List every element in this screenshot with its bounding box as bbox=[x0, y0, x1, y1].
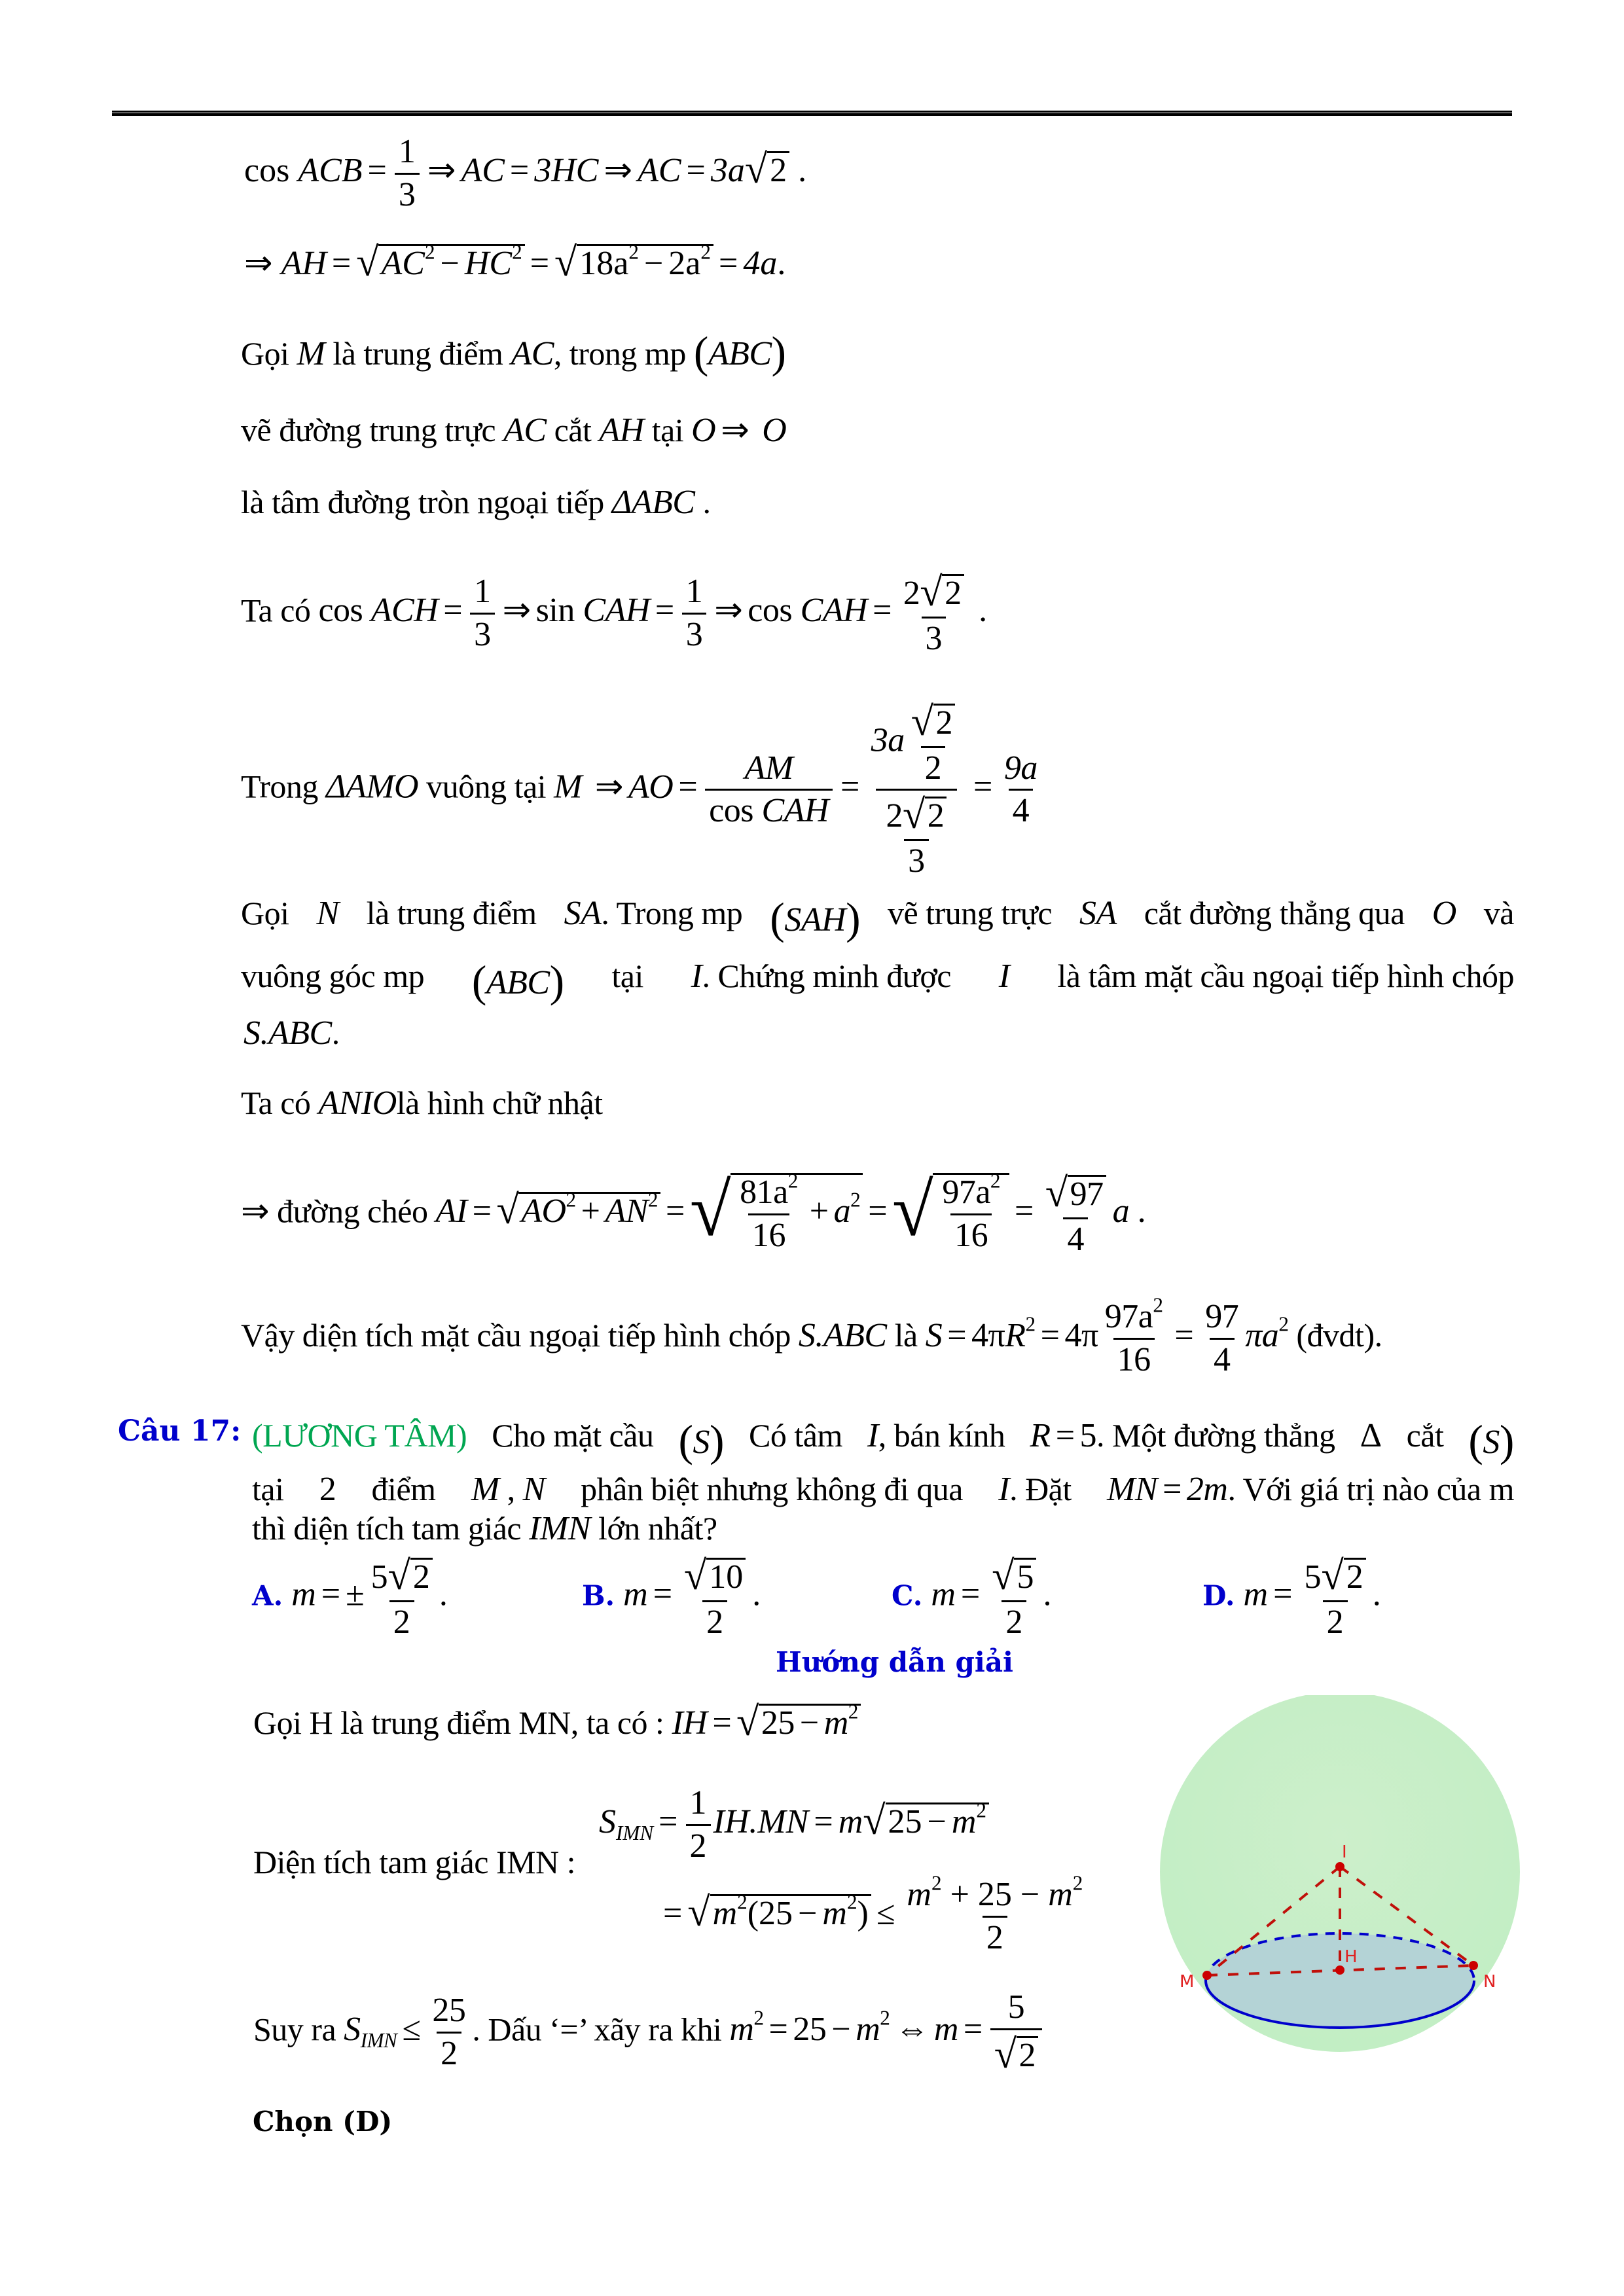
point-i bbox=[1335, 1862, 1344, 1871]
question-line-1: (LƯƠNG TÂM) Cho mặt cầu (S) Có tâm I, bán kính R = 5. Một đường thẳng Δ cắt (S) bbox=[252, 1416, 1514, 1465]
equation-ta-co-cos: Ta có cos ACH = $\frac{1}{3}$ ⇒ sin CAH = $\frac{1}{3}$ ⇒ cos CAH = $\frac{2√2}{3}$ . bbox=[241, 569, 987, 657]
point-n bbox=[1469, 1961, 1478, 1970]
header-rule-top bbox=[112, 111, 1512, 113]
label-m: M bbox=[1180, 1972, 1195, 1992]
solution-area-formula: $S_{IMN}$ = $\frac{1}{2}$ $IH.MN = m√25 - m^2$ bbox=[599, 1785, 989, 1864]
point-m bbox=[1202, 1971, 1212, 1980]
equation-cos-acb: cos ACB = $\frac{1}{3}$ ⇒ AC = 3HC ⇒ AC = 3a√2 . bbox=[244, 133, 807, 213]
label-i: I bbox=[1342, 1842, 1347, 1862]
question-line-2: tại 2 điểm M , N phân biệt nhưng không đi qua I. Đặt MN = 2m. Với giá trị nào của m bbox=[252, 1471, 1514, 1508]
question-label: Câu 17: bbox=[118, 1414, 242, 1448]
equation-sphere-area: Vậy diện tích mặt cầu ngoại tiếp hình chóp S.ABC là $S = 4\pi R^2 = 4\pi$ $\frac{97a^2}{16}$ = $\frac{97}{4}$ $\pi a^2$ (đvdt). bbox=[241, 1293, 1382, 1378]
equation-ai: ⇒ đường chéo AI = $√AO^2 + AN^2$ =√ $\frac{81a^2}{16}$ + $a^2$ =√ $\frac{97a^2}{16}$ = $\frac{√97}{4}$ a . bbox=[241, 1168, 1146, 1258]
header-rule-bottom bbox=[112, 113, 1512, 116]
question-line-3: thì diện tích tam giác IMN lớn nhất? bbox=[252, 1510, 717, 1547]
text-vuong-goc: vuông góc mp (ABC) tại I. Chứng minh được I là tâm mặt cầu ngoại tiếp hình chóp bbox=[241, 957, 1514, 1006]
point-h bbox=[1335, 1965, 1344, 1975]
solution-ih: Gọi H là trung điểm MN, ta có : IH = $√25 - m^2$ bbox=[253, 1702, 861, 1742]
solution-am-gm: = $√m^2(25 - m^2)$ ≤ $\frac{m^2 + 25 - m^2}{2}$ bbox=[663, 1871, 1083, 1956]
text-sabc: S.ABC. bbox=[244, 1014, 340, 1052]
text-goi-m: Gọi M là trung điểm AC, trong mp (ABC) bbox=[241, 328, 786, 377]
option-b[interactable]: B. m = $\frac{√10}{2}$ . bbox=[582, 1553, 761, 1641]
label-h: H bbox=[1344, 1947, 1358, 1967]
label-n: N bbox=[1483, 1972, 1496, 1992]
text-perpendicular-bisector: vẽ đường trung trực AC cắt AH tại O ⇒ O bbox=[241, 412, 787, 449]
sphere-diagram bbox=[1152, 1695, 1558, 2062]
equation-ah: ⇒ AH = $√AC^2 - HC^2 = √18a^2 - 2a^2 = 4a$. bbox=[244, 240, 786, 285]
option-c[interactable]: C. m = $\frac{√5}{2}$ . bbox=[892, 1553, 1052, 1641]
answer-choice: Chọn (D) bbox=[253, 2106, 393, 2138]
text-anio-rectangle: Ta có ANIOlà hình chữ nhật bbox=[241, 1085, 603, 1122]
equation-ao: Trong ΔAMO vuông tại M ⇒ AO = $\frac{AM}{\text{cos CAH}}$ = 3a $\frac{√2}{2}$ $\frac{2√2}{3}$ = $\frac{9a}{4}$ bbox=[241, 699, 1038, 880]
solution-area-label: Diện tích tam giác IMN : bbox=[253, 1844, 576, 1880]
option-d[interactable]: D. m = $\frac{5√2}{2}$ . bbox=[1202, 1553, 1381, 1641]
solution-conclusion: Suy ra $S_{IMN}$ ≤ $\frac{25}{2}$ . Dấu ‘=’ xãy ra khi $m^2 = 25 - m^2$ ⇔ m = $\frac{5}{√2}$ bbox=[253, 1990, 1045, 2075]
solution-heading: Hướng dẫn giải bbox=[776, 1646, 1013, 1678]
text-goi-n: Gọi N là trung điểm SA. Trong mp (SAH) vẽ trung trực SA cắt đường thẳng qua O và bbox=[241, 894, 1514, 943]
text-circumcenter: là tâm đường tròn ngoại tiếp ΔABC . bbox=[241, 484, 711, 521]
sphere-figure-svg bbox=[1152, 1695, 1558, 2062]
option-a[interactable]: A. m = ± $\frac{5√2}{2}$ . bbox=[252, 1553, 448, 1641]
